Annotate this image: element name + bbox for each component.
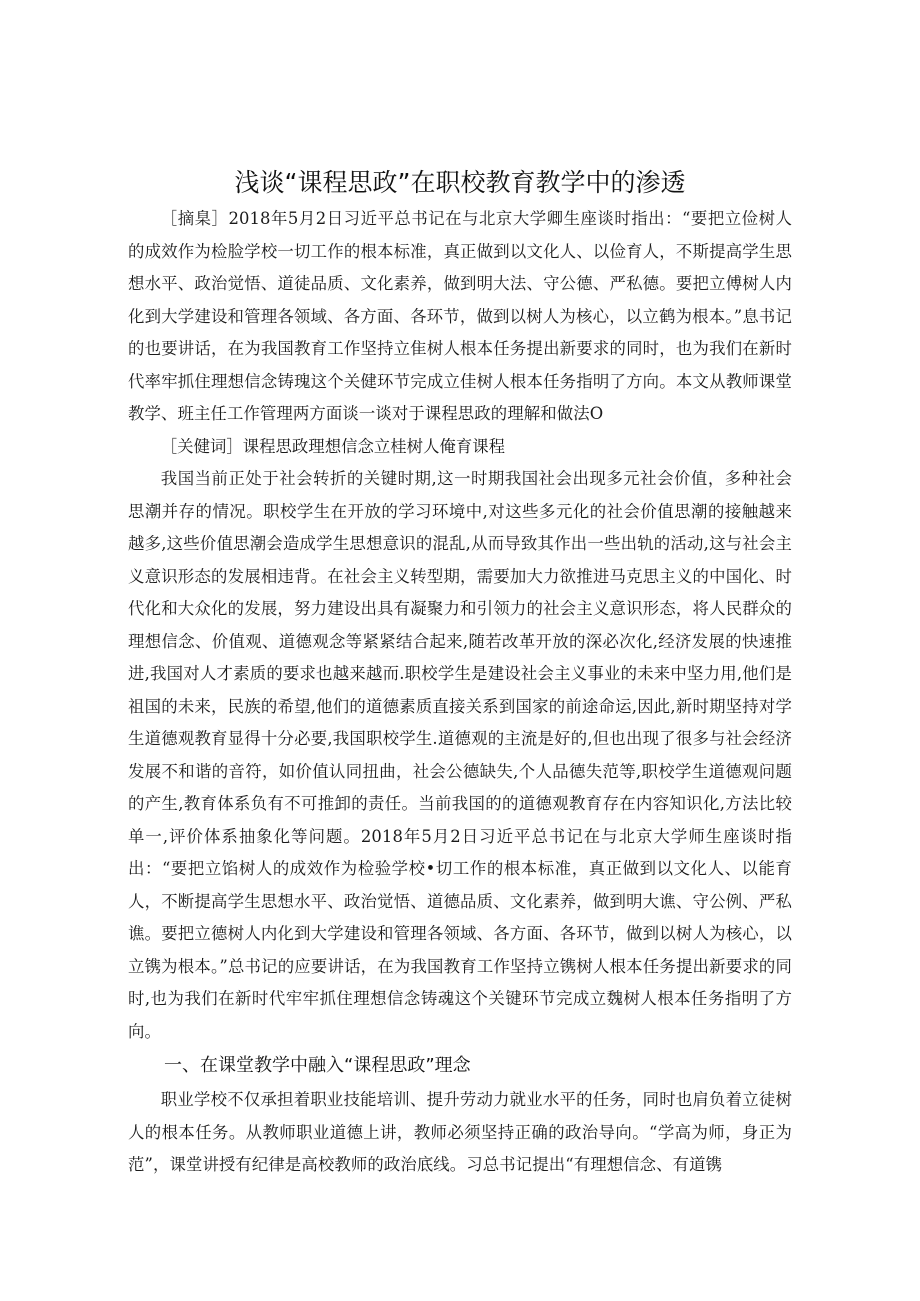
abstract-paragraph: ［摘臬］2018年5月2日习近平总书记在与北京大学卿生座谈时指出：“要把立俭树人的成效作为检脸学校一切工作的根本标准，真正做到以文化人、以俭育人，不斯提高学生思想水平、政治觉悟、道徒品质、文化素养，做到明大法、守公德、严私德。要把立傅树人内化到大学建设和管理各领域、各方面、各环节，做到以树人为核心，以立鹤为根本。”息书记的也要讲话，在为我国教育工作坚持立隹树人根本任务提出新要求的同时，也为我们在新时代率牢抓住理想信念铸瑰这个关健环节完成立佳树人根本任务指明了方向。本文从教师课堂教学、班主任工作管理两方面谈一谈对于课程思政的理解和做法O	[128, 209, 792, 423]
document-body	[128, 203, 792, 1182]
body-paragraph: 我国当前正处于社会转折的关键时期,这一时期我国社会出现多元社会价值，多种社会思潮并存的情况。职校学生在开放的学习环境中,对这些多元化的社会价值思潮的接触越来越多,这些价值思潮会造成学生思想意识的混乱,从而导致其作出一些出轨的活动,这与社会主义意识形态的发展相违背。在社会主义转型期，需要加大力欲推进马克思主义的中国化、时代化和大众化的发展，努力建设出具有凝聚力和引领力的社会主义意识形态，将人民群众的理想信念、价值观、道德观念等紧紧结合起来,随若改革开放的深必次化,经济发展的快速推进,我国对人才素质的要求也越来越而.职校学生是建设社会主义事业的未来中坚力用,他们是祖国的未来，民族的希望,他们的道德素质直接关系到国家的前途命运,因此,新时期坚持对学生道德观教育显得十分必要,我国职校学生.道德观的主流是好的,但也出现了很多与社会经济发展不和谐的音符，如价值认同扭曲，社会公德缺失,个人品德失范等,职校学生道德观问题的产生,教育体系负有不可推卸的责任。当前我国的的道德观教育存在内容知识化,方法比较单一,评价体系抽象化等问题。2018年5月2日习近平总书记在与北京大学师生座谈时指出：“要把立馅树人的成效作为检验学校•切工作的根本标准，真正做到以文化人、以能育人，不断提高学生思想水平、政治觉悟、道德品质、文化素养，做到明大谯、守公例、严私谯。要把立德树人内化到大学建设和管理各领域、各方面、各环节，做到以树人为核心，以立镌为根本。”总书记的应要讲话，在为我国教育工作坚持立镌树人根本任务提出新要求的同时,也为我们在新时代牢牢抓住理想信念铸魂这个关键环节完成立魏树人根本任务指明了方向。	[128, 469, 792, 1041]
section-heading: 一、在课堂教学中融入“课程思政”理念	[164, 1055, 471, 1076]
keywords-line: ［关健词］课程思政理想信念立桂树人俺育课程	[160, 436, 505, 456]
body-paragraph: 职业学校不仅承担着职业技能培训、提升劳动力就业水平的任务，同时也肩负着立徒树人的根本任务。从教师职业道德上讲，教师必须坚持正确的政治导向。“学高为师，身正为范”，课堂讲授有纪律是高校教师的政治底线。习总书记提出“有理想信念、有道镌	[128, 1090, 792, 1174]
document-title: 浅谈“课程思政”在职校教育教学中的渗透	[234, 168, 686, 197]
